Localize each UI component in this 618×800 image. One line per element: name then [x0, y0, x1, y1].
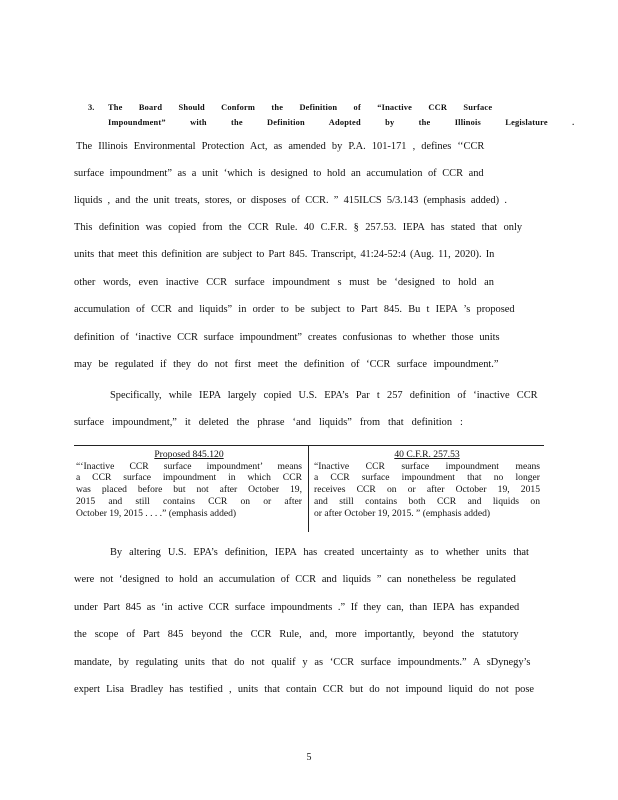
- cfr-line-4: and still contains both CCR and liquids on: [314, 495, 540, 507]
- p1-line-3: liquids , and the unit treats, stores, or disposes of CCR. ” 415ILCS 5/3.143 (emphasis added) .: [74, 195, 507, 206]
- table-cell-cfr: [314, 449, 540, 519]
- cfr-line-3: receives CCR on or after October 19, 2015: [314, 484, 540, 496]
- p1-line-9: may be regulated if they do not first meet the definition of ‘CCR surface impoundment.”: [74, 359, 499, 370]
- proposed-line-1: “‘Inactive CCR surface impoundment’ means: [76, 460, 302, 472]
- p3-line-1: By altering U.S. EPA’s definition, IEPA has created uncertainty as to whether units that: [110, 547, 529, 558]
- table-title-cfr: 40 C.F.R. 257.53: [394, 449, 460, 460]
- proposed-line-2: a CCR surface impoundment in which CCR: [76, 472, 302, 484]
- proposed-line-3: was placed before but not after October 19,: [76, 484, 302, 496]
- heading-line-1: The Board Should Conform the Definition of “Inactive CCR Surface: [108, 103, 493, 112]
- p1-line-8: definition of ‘inactive CCR surface impoundment” creates confusionas to whether those units: [74, 332, 500, 343]
- p2-line-2: surface impoundment,” it deleted the phrase ‘and liquids” from that definition :: [74, 417, 463, 428]
- p3-line-4: the scope of Part 845 beyond the CCR Rule, and, more importantly, beyond the statutory: [74, 629, 519, 640]
- p1-line-5: units that meet this definition are subject to Part 845. Transcript, 41:24-52:4 (Aug. 11, 2020). In: [74, 249, 495, 260]
- p3-line-6: expert Lisa Bradley has testified , units that contain CCR but do not impound liquid do not pose: [74, 684, 535, 695]
- p3-line-3: under Part 845 as ‘in active CCR surface impoundments .” If they can, than IEPA has expanded: [74, 602, 520, 613]
- table-title-proposed: Proposed 845.120: [154, 449, 224, 460]
- heading-line-2: Impoundment” with the Definition Adopted by the Illinois Legislature .: [108, 118, 575, 127]
- page-number: 5: [306, 752, 312, 763]
- p2-line-1: Specifically, while IEPA largely copied U.S. EPA’s Par t 257 definition of ‘inactive CCR: [110, 390, 538, 401]
- proposed-line-5: October 19, 2015 . . . .” (emphasis added): [76, 507, 237, 519]
- p1-line-7: accumulation of CCR and liquids” in order to be subject to Part 845. Bu t IEPA ’s proposed: [74, 304, 515, 315]
- p1-line-1: The Illinois Environmental Protection Act, as amended by P.A. 101-171 , defines ‘‘CCR: [76, 141, 485, 152]
- proposed-line-4: 2015 and still contains CCR on or after: [76, 495, 302, 507]
- heading-number: 3.: [88, 103, 95, 112]
- p3-line-5: mandate, by regulating units that do not qualif y as ‘CCR surface impoundments.” A sDynegy’s: [74, 657, 531, 668]
- cfr-line-5: or after October 19, 2015. ” (emphasis added): [314, 507, 491, 519]
- p1-line-2: surface impoundment” as a unit ‘which is designed to hold an accumulation of CCR and: [74, 168, 484, 179]
- p1-line-6: other words, even inactive CCR surface impoundment s must be ‘designed to hold an: [74, 277, 494, 288]
- cfr-line-1: “Inactive CCR surface impoundment means: [314, 460, 540, 472]
- definition-comparison-table: [74, 445, 544, 532]
- table-divider: [308, 446, 309, 532]
- table-cell-proposed: [76, 449, 302, 519]
- p1-line-4: This definition was copied from the CCR Rule. 40 C.F.R. § 257.53. IEPA has stated that only: [74, 222, 523, 233]
- cfr-line-2: a CCR surface impoundment that no longer: [314, 472, 540, 484]
- p3-line-2: were not ‘designed to hold an accumulation of CCR and liquids ” can nonetheless be regulated: [74, 574, 516, 585]
